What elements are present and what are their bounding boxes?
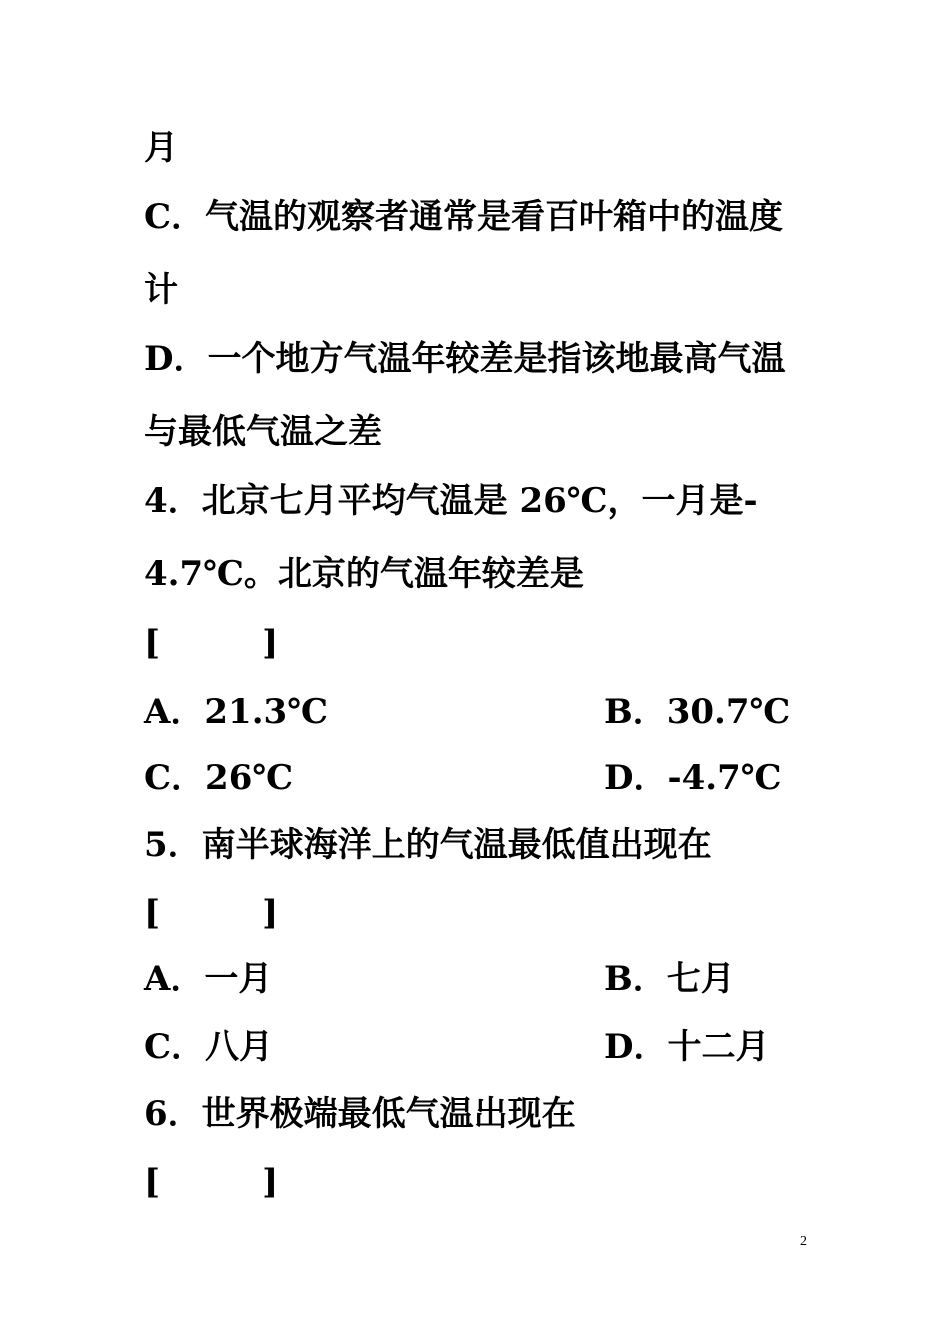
option-b: B．七月 <box>604 959 735 999</box>
question-4-options-row1 <box>144 692 791 732</box>
question-6: 6．世界极端最低气温出现在 <box>144 1094 576 1134</box>
option-d: D．十二月 <box>604 1027 770 1067</box>
question-4-answer-bracket: [ ] <box>144 623 279 663</box>
question-5-answer-bracket: [ ] <box>144 893 279 933</box>
option-d-q3-line1: D．一个地方气温年较差是指该地最高气温 <box>144 339 786 379</box>
option-b: B．30.7℃ <box>604 692 791 732</box>
option-c-q3-line2: 计 <box>144 270 178 310</box>
question-5: 5．南半球海洋上的气温最低值出现在 <box>144 825 712 865</box>
option-a: A．一月 <box>144 959 273 999</box>
page-number: 2 <box>800 1234 807 1249</box>
question-4-line2: 4.7℃。北京的气温年较差是 <box>144 554 584 594</box>
option-a: A．21.3℃ <box>144 692 328 732</box>
option-c: C．八月 <box>144 1027 274 1067</box>
option-c: C．26℃ <box>144 758 294 798</box>
question-5-options-row1 <box>144 959 735 999</box>
question-6-answer-bracket: [ ] <box>144 1162 279 1202</box>
text-line-month: 月 <box>144 128 178 168</box>
option-c-q3-line1: C．气温的观察者通常是看百叶箱中的温度 <box>144 197 784 237</box>
option-d-q3-line2: 与最低气温之差 <box>144 412 382 452</box>
question-4-line1: 4．北京七月平均气温是 26℃，一月是- <box>144 481 758 521</box>
question-5-options-row2 <box>144 1027 770 1067</box>
question-4-options-row2 <box>144 758 782 798</box>
option-d: D．-4.7℃ <box>604 758 782 798</box>
